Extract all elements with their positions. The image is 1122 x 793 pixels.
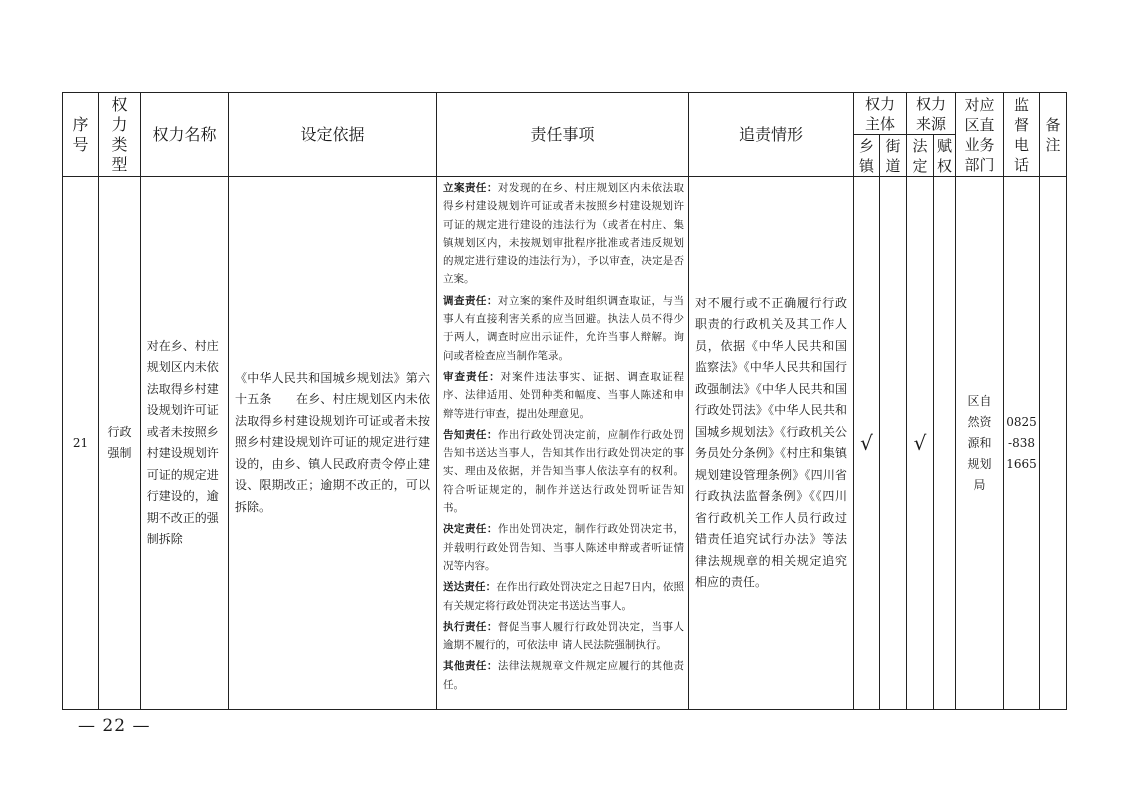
- duty-title: 立案责任：: [443, 182, 498, 194]
- header-phone: 监督电话: [1004, 93, 1040, 177]
- header-accountability: 追责情形: [689, 93, 854, 177]
- row-subject-town-check: √: [854, 177, 880, 710]
- row-source-granted-check: [934, 177, 956, 710]
- duty-text: 作出处罚决定，制作行政处罚决定书，并载明行政处罚告知、当事人陈述申辩或者听证情况等内容。: [443, 523, 685, 572]
- power-list-table: [62, 92, 1067, 710]
- duty-item: [443, 520, 684, 575]
- header-department: 对应区直业务部门: [956, 93, 1004, 177]
- header-source-granted: 赋权: [934, 135, 956, 177]
- duty-title: 决定责任：: [443, 523, 498, 536]
- header-remark: 备注: [1040, 93, 1067, 177]
- header-basis: 设定依据: [229, 93, 437, 177]
- duty-item: [443, 657, 684, 694]
- header-subject: 权力主体: [854, 93, 907, 135]
- duty-item: [443, 618, 684, 655]
- duty-item: [443, 292, 684, 365]
- duty-item: [443, 578, 684, 615]
- duty-text: 作出行政处罚决定前，应制作行政处罚告知书送达当事人，告知其作出行政处罚决定的事实、理由及依据，并告知当事人依法享有的权利。符合听证规定的，制作并送达行政处罚听证告知书。: [443, 428, 685, 515]
- row-accountability: 对不履行或不正确履行行政职责的行政机关及其工作人员，依据《中华人民共和国监察法》《中华人民共和国行政强制法》《中华人民共和国行政处罚法》《中华人民共和国城乡规划法》《行政机关公务员处分条例》《村庄和集镇规划建设管理条例》《四川省行政执法监督条例》《《四川省行政机关工作人员行政过错责任追究试行办法》等法律法规规章的相关规定追究相应的责任。: [689, 177, 854, 710]
- header-name: 权力名称: [141, 93, 229, 177]
- row-type: 行政强制: [99, 177, 141, 710]
- header-source: 权力来源: [907, 93, 956, 135]
- duty-text: 对案件违法事实、证据、调查取证程序、法律适用、处罚种类和幅度、当事人陈述和申辩等进行审查，提出处理意见。: [443, 370, 684, 420]
- duty-title: 告知责任：: [443, 428, 498, 441]
- duty-text: 对发现的在乡、村庄规划区内未依法取得乡村建设规划许可证或者未按照乡村建设规划许可证的规定进行建设的违法行为（或者在村庄、集镇规划区内，未按规划审批程序批准或者违反规划的规定进行建设的违法行为），予以审查，决定是否立案。: [443, 182, 685, 286]
- row-subject-street-check: [880, 177, 907, 710]
- header-source-legal: 法定: [907, 135, 934, 177]
- duty-title: 执行责任：: [443, 620, 498, 633]
- duty-text: 在作出行政处罚决定之日起7日内，依照有关规定将行政处罚决定书送达当事人。: [443, 581, 685, 612]
- duty-item: [443, 368, 684, 423]
- row-duties: [437, 177, 689, 710]
- header-subject-town: 乡镇: [854, 135, 880, 177]
- duty-item: [443, 179, 684, 289]
- row-department: 区自然资源和规划局: [956, 177, 1004, 710]
- duties-list: [443, 179, 684, 694]
- duty-text: 督促当事人履行行政处罚决定，当事人逾期不履行的，可依法申 请人民法院强制执行。: [443, 620, 685, 652]
- row-remark: [1040, 177, 1067, 710]
- header-duties: 责任事项: [437, 93, 689, 177]
- duty-title: 调查责任：: [443, 294, 498, 307]
- duty-title: 其他责任：: [443, 660, 498, 673]
- header-subject-street: 街道: [880, 135, 907, 177]
- duty-item: [443, 426, 684, 517]
- row-seq: 21: [63, 177, 99, 710]
- row-basis: 《中华人民共和国城乡规划法》第六十五条 在乡、村庄规划区内未依法取得乡村建设规划许可证或者未按照乡村建设规划许可证的规定进行建设的，由乡、镇人民政府责令停止建设、限期改正；逾期不改正的，可以拆除。: [229, 177, 437, 710]
- row-source-legal-check: √: [907, 177, 934, 710]
- duty-title: 审查责任：: [443, 370, 501, 383]
- duty-text: 对立案的案件及时组织调查取证，与当事人有直接利害关系的应当回避。执法人员不得少于两人，调查时应出示证件，允许当事人辩解。询问或者检查应当制作笔录。: [443, 294, 685, 362]
- header-seq: 序号: [63, 93, 99, 177]
- duty-text: 法律法规规章文件规定应履行的其他责任。: [443, 660, 685, 691]
- duty-title: 送达责任：: [443, 581, 497, 594]
- page-number: — 22 —: [78, 716, 151, 736]
- header-type: 权力类型: [99, 93, 141, 177]
- row-name: 对在乡、村庄规划区内未依法取得乡村建设规划许可证或者未按照乡村建设规划许可证的规定进行建设的，逾期不改正的强制拆除: [141, 177, 229, 710]
- table-row: [63, 177, 1067, 710]
- row-phone: 0825-8381665: [1004, 177, 1040, 710]
